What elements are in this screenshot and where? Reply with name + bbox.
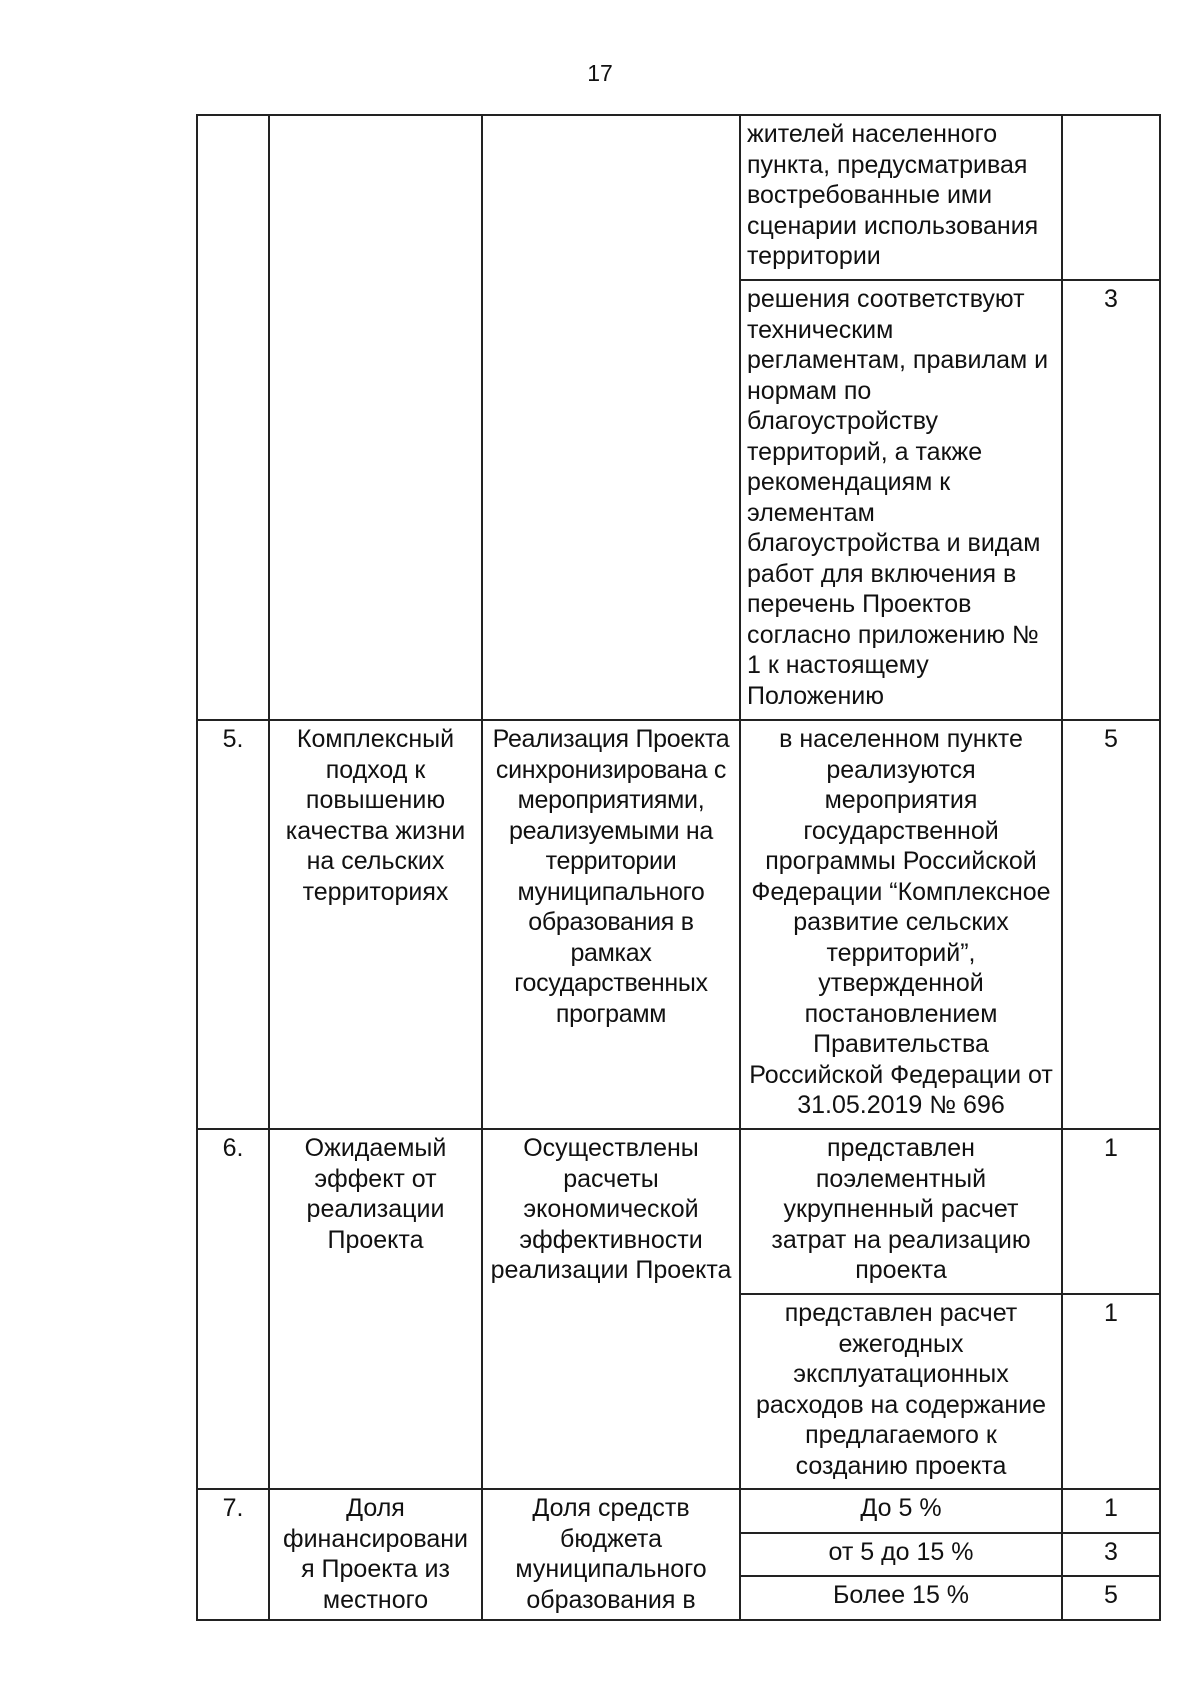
criterion-cell: Ожидаемый эффект от реализации Проекта — [269, 1129, 482, 1489]
description-cell: Реализация Проекта синхронизирована с мероприятиями, реализуемыми на территории муниципального образования в рамках государственных программ — [482, 720, 740, 1129]
indicator-cell: решения соответствуют техническим регламентам, правилам и нормам по благоустройству территорий, а также рекомендациям к элементам благоустройства и видам работ для включения в перечень Проектов согласно приложению № 1 к настоящему Положению — [740, 280, 1062, 720]
indicator-cell: представлен поэлементный укрупненный расчет затрат на реализацию проекта — [740, 1129, 1062, 1294]
number-cell — [197, 115, 269, 720]
score-cell: 5 — [1062, 720, 1160, 1129]
number-cell: 5. — [197, 720, 269, 1129]
indicator-cell: Более 15 % — [740, 1576, 1062, 1620]
table-row — [197, 720, 1160, 1129]
number-cell: 6. — [197, 1129, 269, 1489]
score-cell: 1 — [1062, 1489, 1160, 1533]
indicator-cell: от 5 до 15 % — [740, 1533, 1062, 1577]
score-cell: 3 — [1062, 280, 1160, 720]
table-row — [197, 1129, 1160, 1294]
indicator-cell: До 5 % — [740, 1489, 1062, 1533]
number-cell: 7. — [197, 1489, 269, 1620]
criterion-cell: Комплексный подход к повышению качества жизни на сельских территориях — [269, 720, 482, 1129]
table-row — [197, 115, 1160, 280]
table-row — [197, 1489, 1160, 1533]
indicator-cell: жителей населенного пункта, предусматривая востребованные ими сценарии использования территории — [740, 115, 1062, 280]
criterion-cell: Доля финансировани я Проекта из местного — [269, 1489, 482, 1620]
description-cell: Осуществлены расчеты экономической эффективности реализации Проекта — [482, 1129, 740, 1489]
criterion-cell — [269, 115, 482, 720]
score-cell: 5 — [1062, 1576, 1160, 1620]
score-cell — [1062, 115, 1160, 280]
score-cell: 1 — [1062, 1129, 1160, 1294]
indicator-cell: представлен расчет ежегодных эксплуатационных расходов на содержание предлагаемого к созданию проекта — [740, 1294, 1062, 1489]
score-cell: 3 — [1062, 1533, 1160, 1577]
page-number: 17 — [587, 60, 613, 86]
score-cell: 1 — [1062, 1294, 1160, 1489]
description-cell: Доля средств бюджета муниципального образования в — [482, 1489, 740, 1620]
indicator-cell: в населенном пункте реализуются мероприятия государственной программы Российской Федерации “Комплексное развитие сельских территорий”, утвержденной постановлением Правительства Российской Федерации от 31.05.2019 № 696 — [740, 720, 1062, 1129]
description-cell — [482, 115, 740, 720]
criteria-table — [196, 114, 1161, 1621]
